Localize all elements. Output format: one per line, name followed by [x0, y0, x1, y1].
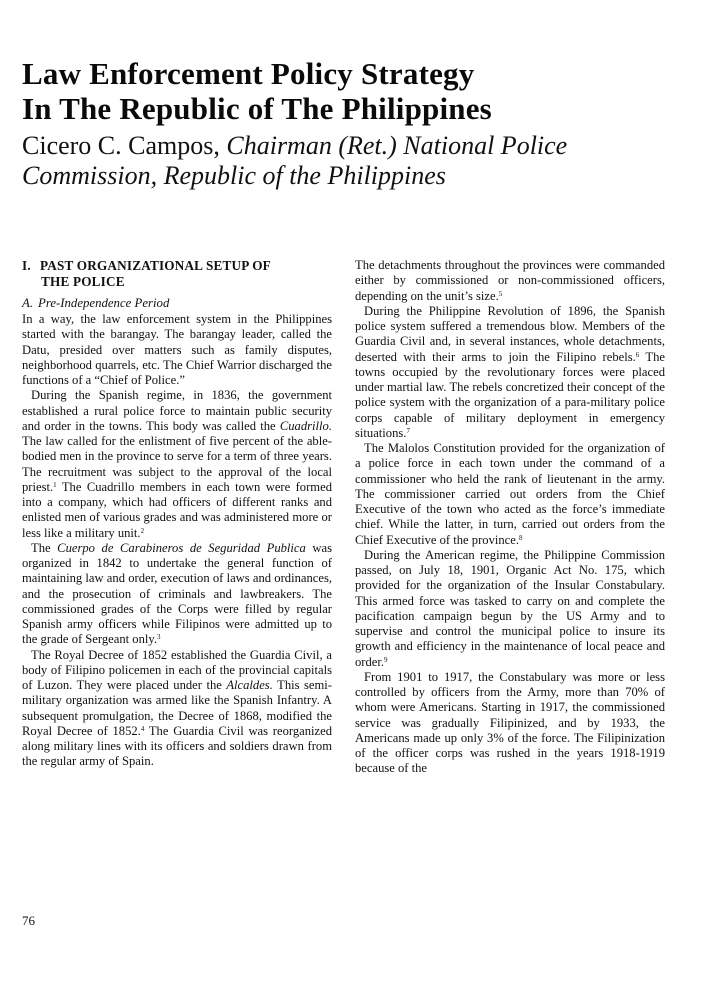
paragraph — [355, 548, 665, 670]
article-title — [22, 56, 492, 126]
author-byline — [22, 131, 567, 191]
italic-term: Cuerpo de Carabineros de Seguridad Publica — [57, 540, 306, 555]
section-number: I. — [22, 258, 31, 273]
paragraph-text: During the Philippine Revolution of 1896, the Spanish police system suffered a tremendous blow. Members of the Guardia Civil and, in several instances, whole detachments, deserted with their arms to join the Filipino rebels. — [355, 303, 665, 364]
paragraph-text: The towns occupied by the revolutionary forces were placed under martial law. The rebels concretized their concept of the police system with the organization of a para-military police corps capable of military deployment in emergency situations. — [355, 349, 665, 440]
paragraph-text: The law called for the enlistment of five percent of the able-bodied men in the province to serve for a term of three years. The recruitment was subject to the approval of the local priest. — [22, 434, 332, 494]
footnote-marker: 3 — [157, 633, 161, 642]
paragraph-text: The detachments throughout the provinces were commanded either by commissioned or non-commissioned officers, depending on the unit’s size. — [355, 258, 665, 303]
paragraph — [355, 258, 665, 304]
paragraph — [22, 541, 332, 648]
paragraph-text: During the Spanish regime, in 1836, the government established a rural police force to maintain public security and order in the towns. This body was called the — [22, 388, 332, 433]
paragraph — [355, 670, 665, 777]
section-heading-line-2: THE POLICE — [41, 274, 125, 289]
paragraph — [22, 312, 332, 388]
italic-term: Alcaldes. — [226, 678, 273, 692]
paragraph-text: The Malolos Constitution provided for the organization of a police force in each town under the command of a commissioner who held the rank of lieutenant in the army. The commissioner carried out orders from the Chief Executive of the town who acted as the force’s immediate chief. While the latter, in turn, carried out orders from the Chief Executive of the province. — [355, 441, 665, 547]
left-column — [22, 258, 332, 770]
paragraph — [22, 648, 332, 770]
footnote-marker: 1 — [53, 480, 57, 489]
subsection-title: Pre-Independence Period — [38, 296, 170, 310]
paragraph — [22, 388, 332, 541]
paragraph-text: The — [31, 540, 58, 555]
italic-term: Cuadrillo. — [279, 418, 332, 433]
author-role-line-1: Chairman (Ret.) National Police — [226, 131, 568, 160]
paragraph-text: This semi-military organization was armed like the Spanish Infantry. A subsequent promulgation, the Decree of 1868, modified the Royal Decree of 1852. — [22, 678, 332, 738]
right-column — [355, 258, 665, 777]
paragraph-text: was organized in 1842 to undertake the general function of maintaining law and order, execution of laws and ordinances, and the prosecution of criminals and lawbreakers. The commissioned grades of the Corps were filled by regular Spanish army officers while Filipinos were admitted up to the grade of Sergeant only. — [22, 540, 333, 647]
footnote-marker: 8 — [519, 533, 523, 542]
title-line-1: Law Enforcement Policy Strategy — [22, 56, 475, 91]
subsection-letter: A. — [22, 296, 34, 310]
title-line-2: In The Republic of The Philippines — [22, 91, 492, 126]
subsection-heading — [22, 296, 332, 311]
paragraph-text: During the American regime, the Philippine Commission passed, on July 18, 1901, Organic Act No. 175, which provided for the organization of the Insular Constabulary. This armed force was tasked to carry on and complete the pacification campaign begun by the US Army and to supervise and control the municipal police to insure its growth and efficiency in the maintenance of local peace and order. — [355, 547, 665, 669]
paragraph-text: In a way, the law enforcement system in the Philippines started with the barangay. The barangay leader, called the Datu, presided over matters such as family disputes, neighborhood quarrels, etc. The Chief Warrior discharged the functions of a “Chief of Police.” — [22, 312, 332, 387]
author-name: Cicero C. Campos, — [22, 131, 220, 160]
footnote-marker: 4 — [140, 724, 145, 733]
footnote-marker: 2 — [140, 526, 145, 535]
author-role-line-2: Commission, Republic of the Philippines — [22, 161, 446, 190]
paragraph-text: The Guardia Civil was reorganized along military lines with its officers and soldiers drawn from the regular army of Spain. — [22, 723, 332, 769]
paragraph — [355, 304, 665, 441]
paragraph-text: The Cuadrillo members in each town were formed into a company, which had officers of different ranks and enlisted men of various grades and was administered more or less like a military unit. — [22, 479, 332, 540]
footnote-marker: 6 — [635, 350, 640, 359]
paragraph-text: The Royal Decree of 1852 established the Guardia Civil, a body of Filipino policemen in each of the provincial capitals of Luzon. They were placed under the — [22, 647, 332, 692]
footnote-marker: 7 — [406, 426, 410, 435]
page-number: 76 — [22, 913, 35, 928]
paragraph — [355, 441, 665, 548]
section-heading-line-1: PAST ORGANIZATIONAL SETUP OF — [40, 258, 271, 273]
footnote-marker: 5 — [498, 289, 503, 298]
paragraph-text: From 1901 to 1917, the Constabulary was more or less controlled by officers from the Army, more than 70% of whom were Americans. Starting in 1917, the commissioned service was gradually Filipinized, and by 1933, the Americans made up only 3% of the force. The Filipinization of the officer corps was rushed in the years 1918-1919 because of the — [355, 669, 665, 776]
section-heading — [22, 258, 332, 290]
footnote-marker: 9 — [384, 655, 388, 664]
